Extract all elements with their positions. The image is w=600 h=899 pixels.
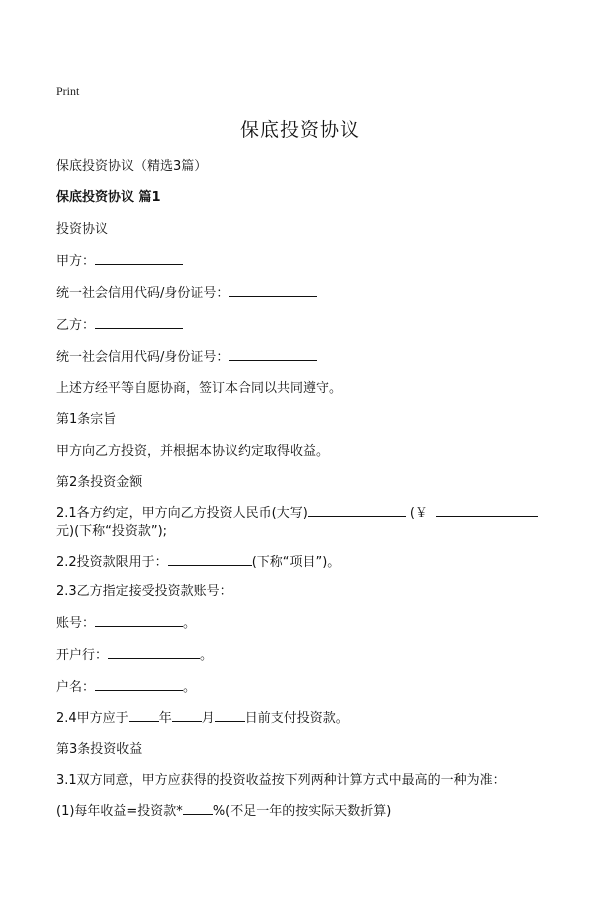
- bank-blank: [108, 646, 200, 659]
- print-link[interactable]: Print: [56, 84, 80, 98]
- account-label: 账号：: [56, 616, 96, 631]
- amount-number-blank: [436, 504, 538, 517]
- year-blank: [129, 709, 159, 722]
- clause-3-1-1-line: [56, 800, 391, 819]
- yuan-symbol: (￥: [409, 506, 428, 521]
- day-blank: [215, 709, 245, 722]
- account-name-label: 户名：: [56, 680, 96, 695]
- clause-2-2-text: 2.2投资款限用于：: [56, 555, 168, 570]
- credit-code-a-label: 统一社会信用代码/身份证号：: [56, 286, 230, 301]
- bank-line: [56, 644, 213, 663]
- project-blank: [168, 553, 252, 566]
- clause-2-2-suffix: (下称“项目”)。: [251, 555, 341, 570]
- intro-text: 上述方经平等自愿协商，签订本合同以共同遵守。: [56, 381, 343, 396]
- article-3-title: 第3条投资收益: [56, 742, 143, 757]
- clause-2-4-line: [56, 707, 349, 726]
- subtitle: 保底投资协议（精选3篇）: [56, 159, 208, 174]
- credit-code-b-label: 统一社会信用代码/身份证号：: [56, 350, 230, 365]
- clause-2-3: 2.3乙方指定接受投资款账号：: [56, 584, 233, 599]
- clause-3-1-1-text: (1)每年收益=投资款*: [56, 804, 183, 819]
- account-name-line: [56, 676, 196, 695]
- clause-2-1-line1: [56, 502, 538, 521]
- rate-blank: [183, 802, 213, 815]
- clause-3-1-1-suffix: %(不足一年的按实际天数折算): [212, 804, 392, 819]
- month-blank: [172, 709, 202, 722]
- amount-words-blank: [308, 504, 406, 517]
- section-heading: 保底投资协议 篇1: [56, 190, 161, 205]
- account-blank: [95, 614, 183, 627]
- article-1-text: 甲方向乙方投资，并根据本协议约定取得收益。: [56, 444, 330, 459]
- credit-code-b-blank: [229, 348, 317, 361]
- credit-code-b-line: [56, 346, 317, 365]
- bank-period: 。: [200, 648, 214, 663]
- account-name-period: 。: [183, 680, 197, 695]
- article-1-title: 第1条宗旨: [56, 412, 117, 427]
- account-line: [56, 612, 196, 631]
- document-title: 保底投资协议: [239, 119, 360, 141]
- clause-2-4-suffix: 日前支付投资款。: [244, 711, 349, 726]
- clause-2-4-text: 2.4甲方应于: [56, 711, 129, 726]
- party-b-label: 乙方：: [56, 318, 96, 333]
- year-label: 年: [158, 711, 172, 726]
- party-b-blank: [95, 316, 183, 329]
- month-label: 月: [201, 711, 215, 726]
- party-a-blank: [95, 252, 183, 265]
- clause-2-2-line: [56, 551, 340, 570]
- party-a-line: [56, 250, 183, 269]
- agreement-label: 投资协议: [56, 222, 109, 237]
- article-2-title: 第2条投资金额: [56, 475, 143, 490]
- clause-2-1-line2: 元)(下称“投资款”);: [56, 524, 168, 539]
- account-period: 。: [183, 616, 197, 631]
- account-name-blank: [95, 678, 183, 691]
- credit-code-a-blank: [229, 284, 317, 297]
- clause-2-1-text: 2.1各方约定，甲方向乙方投资人民币(大写): [56, 506, 308, 521]
- credit-code-a-line: [56, 282, 317, 301]
- bank-label: 开户行：: [56, 648, 109, 663]
- party-a-label: 甲方：: [56, 254, 96, 269]
- party-b-line: [56, 314, 183, 333]
- clause-3-1: 3.1双方同意，甲方应获得的投资收益按下列两种计算方式中最高的一种为准：: [56, 773, 506, 788]
